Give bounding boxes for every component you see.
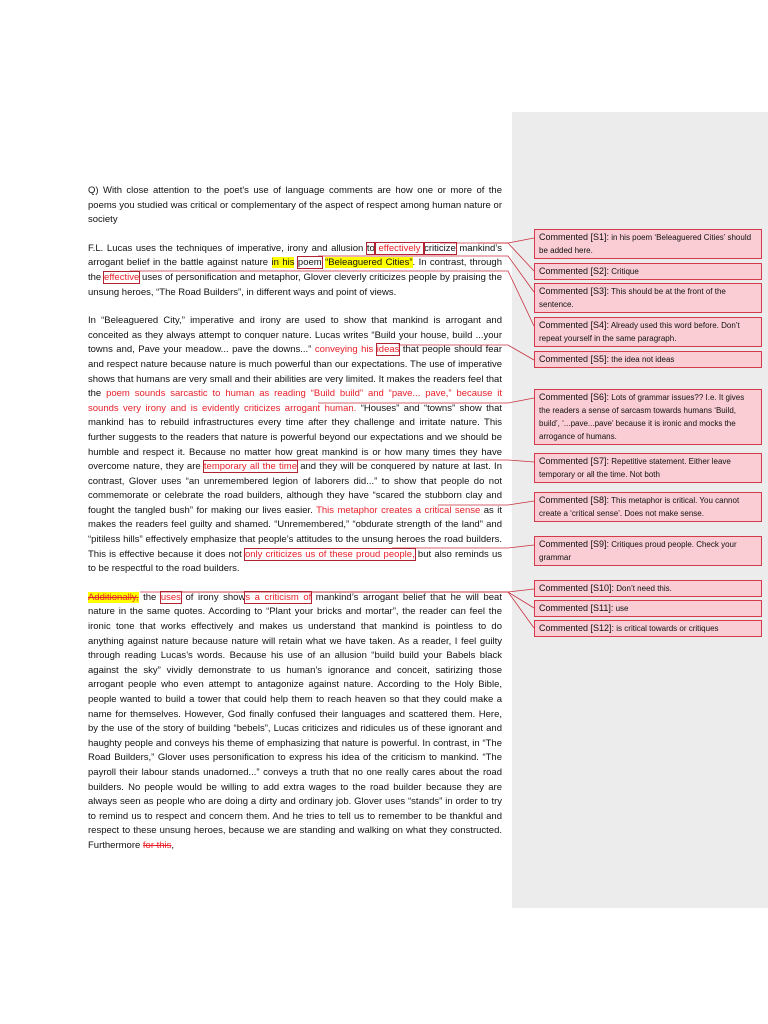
comment-s5[interactable]	[534, 351, 762, 368]
tracked-change-run[interactable]: uses	[160, 591, 181, 603]
text-run: F.L. Lucas uses the techniques of imperative, irony and allusion	[88, 242, 367, 254]
text-run: “Houses” and “towns” show that mankind has to rebuild infrastructures every time after they challenge and irritate nature. This further suggests to the readers that nature is powerful beyond our expectations and we should be humble and respect it. Because no matter how great mankind is or how many times they have overcome nature, they are	[88, 402, 502, 473]
comment-text: This should be at the front of the sentence.	[539, 287, 726, 309]
essay-question: Q) With close attention to the poet's use of language comments are how one or more of the poems you studied was critical or complementary of the aspect of respect among human nature or society	[88, 185, 502, 226]
comment-s1[interactable]	[534, 229, 762, 259]
text-run: the	[138, 591, 161, 603]
comment-label: Commented [S5]:	[539, 354, 610, 364]
comment-label: Commented [S12]:	[539, 623, 615, 633]
tracked-change-run[interactable]: only criticizes us of these proud people,	[244, 548, 415, 560]
tracked-change-run[interactable]: poem sounds sarcastic to human as reading “Build build” and “pave... pave,” because it sounds very irony and is evidently criticizes arrogant human.	[88, 388, 502, 414]
comment-text: Repetitive statement. Either leave temporary or all the time. Not both	[539, 457, 731, 479]
tracked-change-run[interactable]: This metaphor creates a critical sense	[316, 504, 481, 516]
comment-s11[interactable]	[534, 600, 762, 617]
comment-label: Commented [S3]:	[539, 286, 610, 296]
text-run: of irony show	[180, 591, 246, 603]
document-body[interactable]	[88, 184, 502, 868]
comment-label: Commented [S2]:	[539, 266, 610, 276]
tracked-change-run[interactable]: Additionally,	[88, 591, 139, 603]
text-run: but also reminds us to be respectful to the road builders.	[88, 548, 503, 575]
paragraph-1	[88, 242, 502, 300]
text-run: In “Beleaguered City,” imperative and irony are used to show that mankind is arrogant and conceited as they always attempt to conquer nature. Lucas writes “Build your house, build ...your towns and, Pave your meadow... pave the downs...”	[88, 315, 502, 356]
comment-text: This metaphor is critical. You cannot create a ‘critical sense’. Does not make sense.	[539, 496, 740, 518]
text-run: . In contrast, through the	[88, 257, 502, 283]
tracked-change-run[interactable]: conveying his	[314, 344, 377, 356]
comment-s8[interactable]	[534, 492, 762, 522]
tracked-change-run[interactable]: s a criticism of	[245, 591, 312, 603]
tracked-change-run[interactable]: “Beleaguered Cities”	[325, 257, 413, 269]
comment-s12[interactable]	[534, 620, 762, 637]
comment-label: Commented [S11]:	[539, 603, 614, 613]
comment-label: Commented [S10]:	[539, 583, 615, 593]
tracked-change-run[interactable]: in his	[271, 257, 295, 269]
comment-text: Critique	[611, 267, 639, 276]
comment-s10[interactable]	[534, 580, 762, 597]
tracked-change-run[interactable]: poem	[297, 257, 322, 269]
text-run: as it makes the readers feel guilty and shamed. “Unremembered,” “obdurate strength of the land” and “pitiless hills” effectively emphasize that people’s attitudes to the unsung heroes the road builders. This is effective because it does not	[88, 504, 502, 560]
paragraph-2	[88, 314, 502, 577]
comment-text: is critical towards or critiques	[616, 624, 719, 633]
comment-text: Already used this word before. Don’t repeat yourself in the same paragraph.	[539, 321, 740, 343]
comment-text: Lots of grammar issues?? I.e. It gives the readers a sense of sarcasm towards humans ‘Build, build’, ‘...pave...pave’ because it is ironic and mocks the arrogance of humans.	[539, 393, 745, 441]
tracked-change-run[interactable]: effectively	[374, 242, 425, 254]
comment-label: Commented [S9]:	[539, 539, 610, 549]
comment-text: in his poem ‘Beleaguered Cities’ should be added here.	[539, 233, 752, 255]
tracked-change-run[interactable]: for this	[142, 839, 172, 851]
comment-s7[interactable]	[534, 453, 762, 483]
text-run: uses of personification and metaphor, Glover cleverly criticizes people by praising the unsung heroes, “The Road Builders”, in different ways and point of views.	[88, 271, 502, 298]
comment-label: Commented [S4]:	[539, 320, 610, 330]
tracked-change-run[interactable]: to	[366, 242, 375, 254]
comment-s6[interactable]	[534, 389, 762, 445]
comment-s9[interactable]	[534, 536, 762, 566]
text-run: that people should fear and respect nature because nature is much powerful than our expectations. The use of imperative shows that humans are very small and their abilities are very limited. It makes the readers feel that the	[88, 344, 503, 400]
tracked-change-run[interactable]: temporary all the time	[203, 461, 297, 473]
comment-label: Commented [S6]:	[539, 392, 610, 402]
comment-text: the idea not ideas	[611, 355, 675, 364]
text-run: ,	[171, 839, 175, 851]
comment-label: Commented [S1]:	[539, 232, 610, 242]
comment-s4[interactable]	[534, 317, 762, 347]
comment-text: Critiques proud people. Check your grammar	[539, 540, 737, 562]
tracked-change-run[interactable]: ideas	[376, 344, 400, 356]
comment-text: Don’t need this.	[616, 584, 672, 593]
comment-text: use	[615, 604, 629, 613]
tracked-change-run[interactable]: criticize	[424, 242, 456, 254]
tracked-change-run[interactable]: effective	[104, 271, 140, 283]
comment-s3[interactable]	[534, 283, 762, 313]
comment-s2[interactable]	[534, 263, 762, 280]
paragraph-3	[88, 591, 502, 854]
comment-label: Commented [S7]:	[539, 456, 610, 466]
text-run: and they will be conquered by nature at last. In contrast, Glover uses “an unremembered legion of laborers did...” to show that people do not commemorate or celebrate the road builders, although they have “scared the stubborn clay and fought the tangled bush” for making our lives easier.	[88, 461, 502, 516]
text-run: mankind’s arrogant belief in the battle against nature	[88, 242, 502, 269]
comment-label: Commented [S8]:	[539, 495, 610, 505]
text-run: mankind’s arrogant belief that he will beat nature in the same quotes. According to “Plant your bricks and mortar”, the reader can feel the ironic tone that works effectively and makes us understand that mankind is pointless to do anything against nature because nature will retain what we have taken. As a reader, I feel guilty through reading Lucas’s words. Because his use of an allusion “build build your Babels black against the sky” vividly demonstrate to us human’s ignorance and conceit, satirizing those arrogant people who even attempt to antagonize against nature. According to the Holy Bible, people wanted to build a tower that could help them to reach heaven so that they could make a name for themselves. However, God finally confused their languages and scattered them. Here, by the use of the story of building “bebels”, Lucas criticizes and ridicules us of these ignorant and haughty people and conveys his theme of emphasizing that nature is powerful. In contrast, in “The Road Builders,” Glover uses personification to express his idea of the criticism to mankind. “The payroll their labour stands unadorned...” conveys a truth that no one really cares about the road builders. No people would be willing to add extra wages to the road builder because they are always seen as people who are doing a dirty and ordinary job. Glover uses “stands” in order to try to remind us to respect and concern them. And he tries to tell us to remember to be thankful and respect to these unsung heroes, because we are standing and walking on what they constructed. Furthermore	[88, 591, 502, 851]
